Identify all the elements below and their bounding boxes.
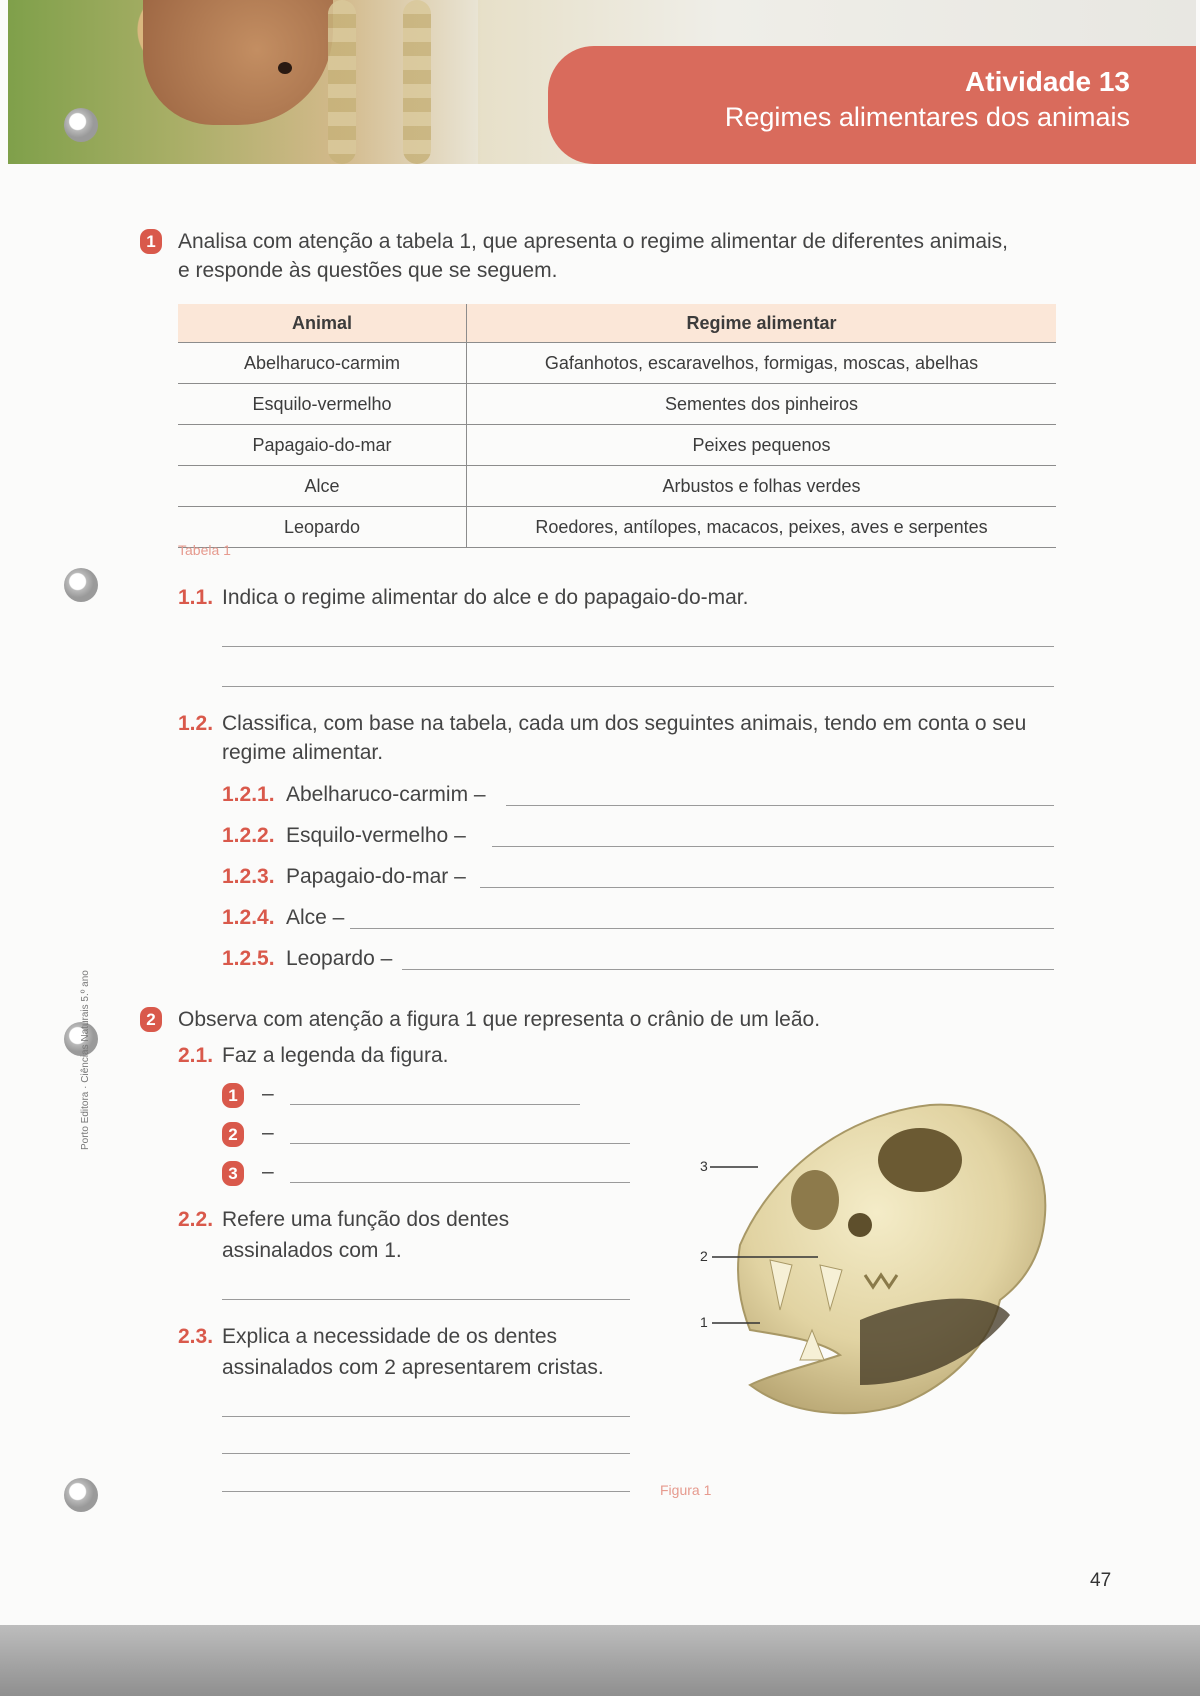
q1-2-text-line1: Classifica, com base na tabela, cada um dos seguintes animais, tendo em conta o seu	[222, 712, 1027, 735]
mouse-eye	[278, 62, 292, 74]
diet-cell: Roedores, antílopes, macacos, peixes, aves e serpentes	[467, 507, 1057, 548]
q1-2-3-label: Papagaio-do-mar –	[286, 865, 466, 888]
figure-label-3: 3	[700, 1158, 708, 1174]
answer-line[interactable]	[290, 1143, 630, 1144]
animal-cell: Papagaio-do-mar	[178, 425, 467, 466]
q1-1-number: 1.1.	[178, 586, 214, 609]
q1-2-number: 1.2.	[178, 712, 214, 735]
answer-line[interactable]	[290, 1104, 580, 1105]
scan-edge	[0, 1625, 1200, 1696]
legend-badge-2: 2	[222, 1122, 244, 1147]
q2-2-text-line1: Refere uma função dos dentes	[222, 1208, 510, 1231]
series-name: Ciências Naturais 5.º ano	[80, 970, 91, 1083]
answer-line[interactable]	[222, 686, 1054, 687]
publisher-sidebar: Porto Editora · Ciências Naturais 5.º ano	[80, 970, 91, 1150]
legend-dash: –	[262, 1160, 274, 1183]
answer-line[interactable]	[350, 928, 1054, 929]
binder-hole	[64, 1478, 98, 1512]
q1-2-4-number: 1.2.4.	[222, 906, 275, 929]
foramen	[848, 1213, 872, 1237]
answer-line[interactable]	[480, 887, 1054, 888]
q1-2-1-number: 1.2.1.	[222, 783, 275, 806]
answer-line[interactable]	[290, 1182, 630, 1183]
lion-skull-figure	[700, 1085, 1060, 1445]
wheat-stalk	[403, 0, 431, 164]
question-2-badge: 2	[140, 1007, 162, 1032]
q1-2-1-label: Abelharuco-carmim –	[286, 783, 486, 806]
q2-3-number: 2.3.	[178, 1325, 214, 1348]
figure-label-1: 1	[700, 1314, 708, 1330]
animal-cell: Abelharuco-carmim	[178, 343, 467, 384]
q1-intro-line2: e responde às questões que se seguem.	[178, 259, 558, 282]
diet-cell: Peixes pequenos	[467, 425, 1057, 466]
diet-table	[178, 304, 1056, 548]
figure-caption: Figura 1	[660, 1482, 712, 1498]
q1-2-text-line2: regime alimentar.	[222, 741, 384, 764]
q2-intro: Observa com atenção a figura 1 que representa o crânio de um leão.	[178, 1008, 821, 1031]
table-row	[178, 425, 1056, 466]
diet-cell: Gafanhotos, escaravelhos, formigas, moscas, abelhas	[467, 343, 1057, 384]
q1-2-2-label: Esquilo-vermelho –	[286, 824, 466, 847]
q1-2-3-number: 1.2.3.	[222, 865, 275, 888]
q2-1-number: 2.1.	[178, 1044, 214, 1067]
answer-line[interactable]	[222, 646, 1054, 647]
answer-line[interactable]	[222, 1453, 630, 1454]
q1-2-2-number: 1.2.2.	[222, 824, 275, 847]
diet-cell: Sementes dos pinheiros	[467, 384, 1057, 425]
q2-1-text: Faz a legenda da figura.	[222, 1044, 449, 1067]
binder-hole	[64, 108, 98, 142]
answer-line[interactable]	[506, 805, 1054, 806]
table-row	[178, 466, 1056, 507]
table-row	[178, 384, 1056, 425]
answer-line[interactable]	[492, 846, 1054, 847]
nasal-opening	[791, 1170, 839, 1230]
publisher-name: Porto Editora	[80, 1091, 91, 1150]
answer-line[interactable]	[222, 1416, 630, 1417]
answer-line[interactable]	[222, 1491, 630, 1492]
legend-dash: –	[262, 1082, 274, 1105]
q1-2-5-label: Leopardo –	[286, 947, 393, 970]
activity-title: Regimes alimentares dos animais	[724, 102, 1130, 132]
q2-3-text-line1: Explica a necessidade de os dentes	[222, 1325, 558, 1348]
q1-2-5-number: 1.2.5.	[222, 947, 275, 970]
q1-2-4-label: Alce –	[286, 906, 345, 929]
figure-label-2: 2	[700, 1248, 708, 1264]
legend-badge-3: 3	[222, 1161, 244, 1186]
answer-line[interactable]	[402, 969, 1054, 970]
mouse-illustration	[143, 0, 333, 125]
q1-1-text: Indica o regime alimentar do alce e do papagaio-do-mar.	[222, 586, 749, 609]
animal-cell: Esquilo-vermelho	[178, 384, 467, 425]
legend-badge-1: 1	[222, 1083, 244, 1108]
table-caption: Tabela 1	[178, 542, 231, 558]
question-1-badge: 1	[140, 229, 162, 254]
diet-cell: Arbustos e folhas verdes	[467, 466, 1057, 507]
page-number: 47	[1090, 1570, 1112, 1591]
q2-2-number: 2.2.	[178, 1208, 214, 1231]
answer-line[interactable]	[222, 1299, 630, 1300]
animal-cell: Leopardo	[178, 507, 467, 548]
q2-2-text-line2: assinalados com 1.	[222, 1239, 402, 1262]
q1-intro-line1: Analisa com atenção a tabela 1, que apresenta o regime alimentar de diferentes animais,	[178, 230, 1008, 253]
activity-number: Atividade 13	[965, 66, 1130, 97]
q2-3-text-line2: assinalados com 2 apresentarem cristas.	[222, 1356, 604, 1379]
table-row	[178, 507, 1056, 548]
binder-hole	[64, 568, 98, 602]
animal-cell: Alce	[178, 466, 467, 507]
table-header-diet: Regime alimentar	[467, 304, 1057, 343]
legend-dash: –	[262, 1121, 274, 1144]
table-row	[178, 343, 1056, 384]
eye-socket	[878, 1128, 962, 1192]
table-header-animal: Animal	[178, 304, 467, 343]
wheat-stalk	[328, 0, 356, 164]
